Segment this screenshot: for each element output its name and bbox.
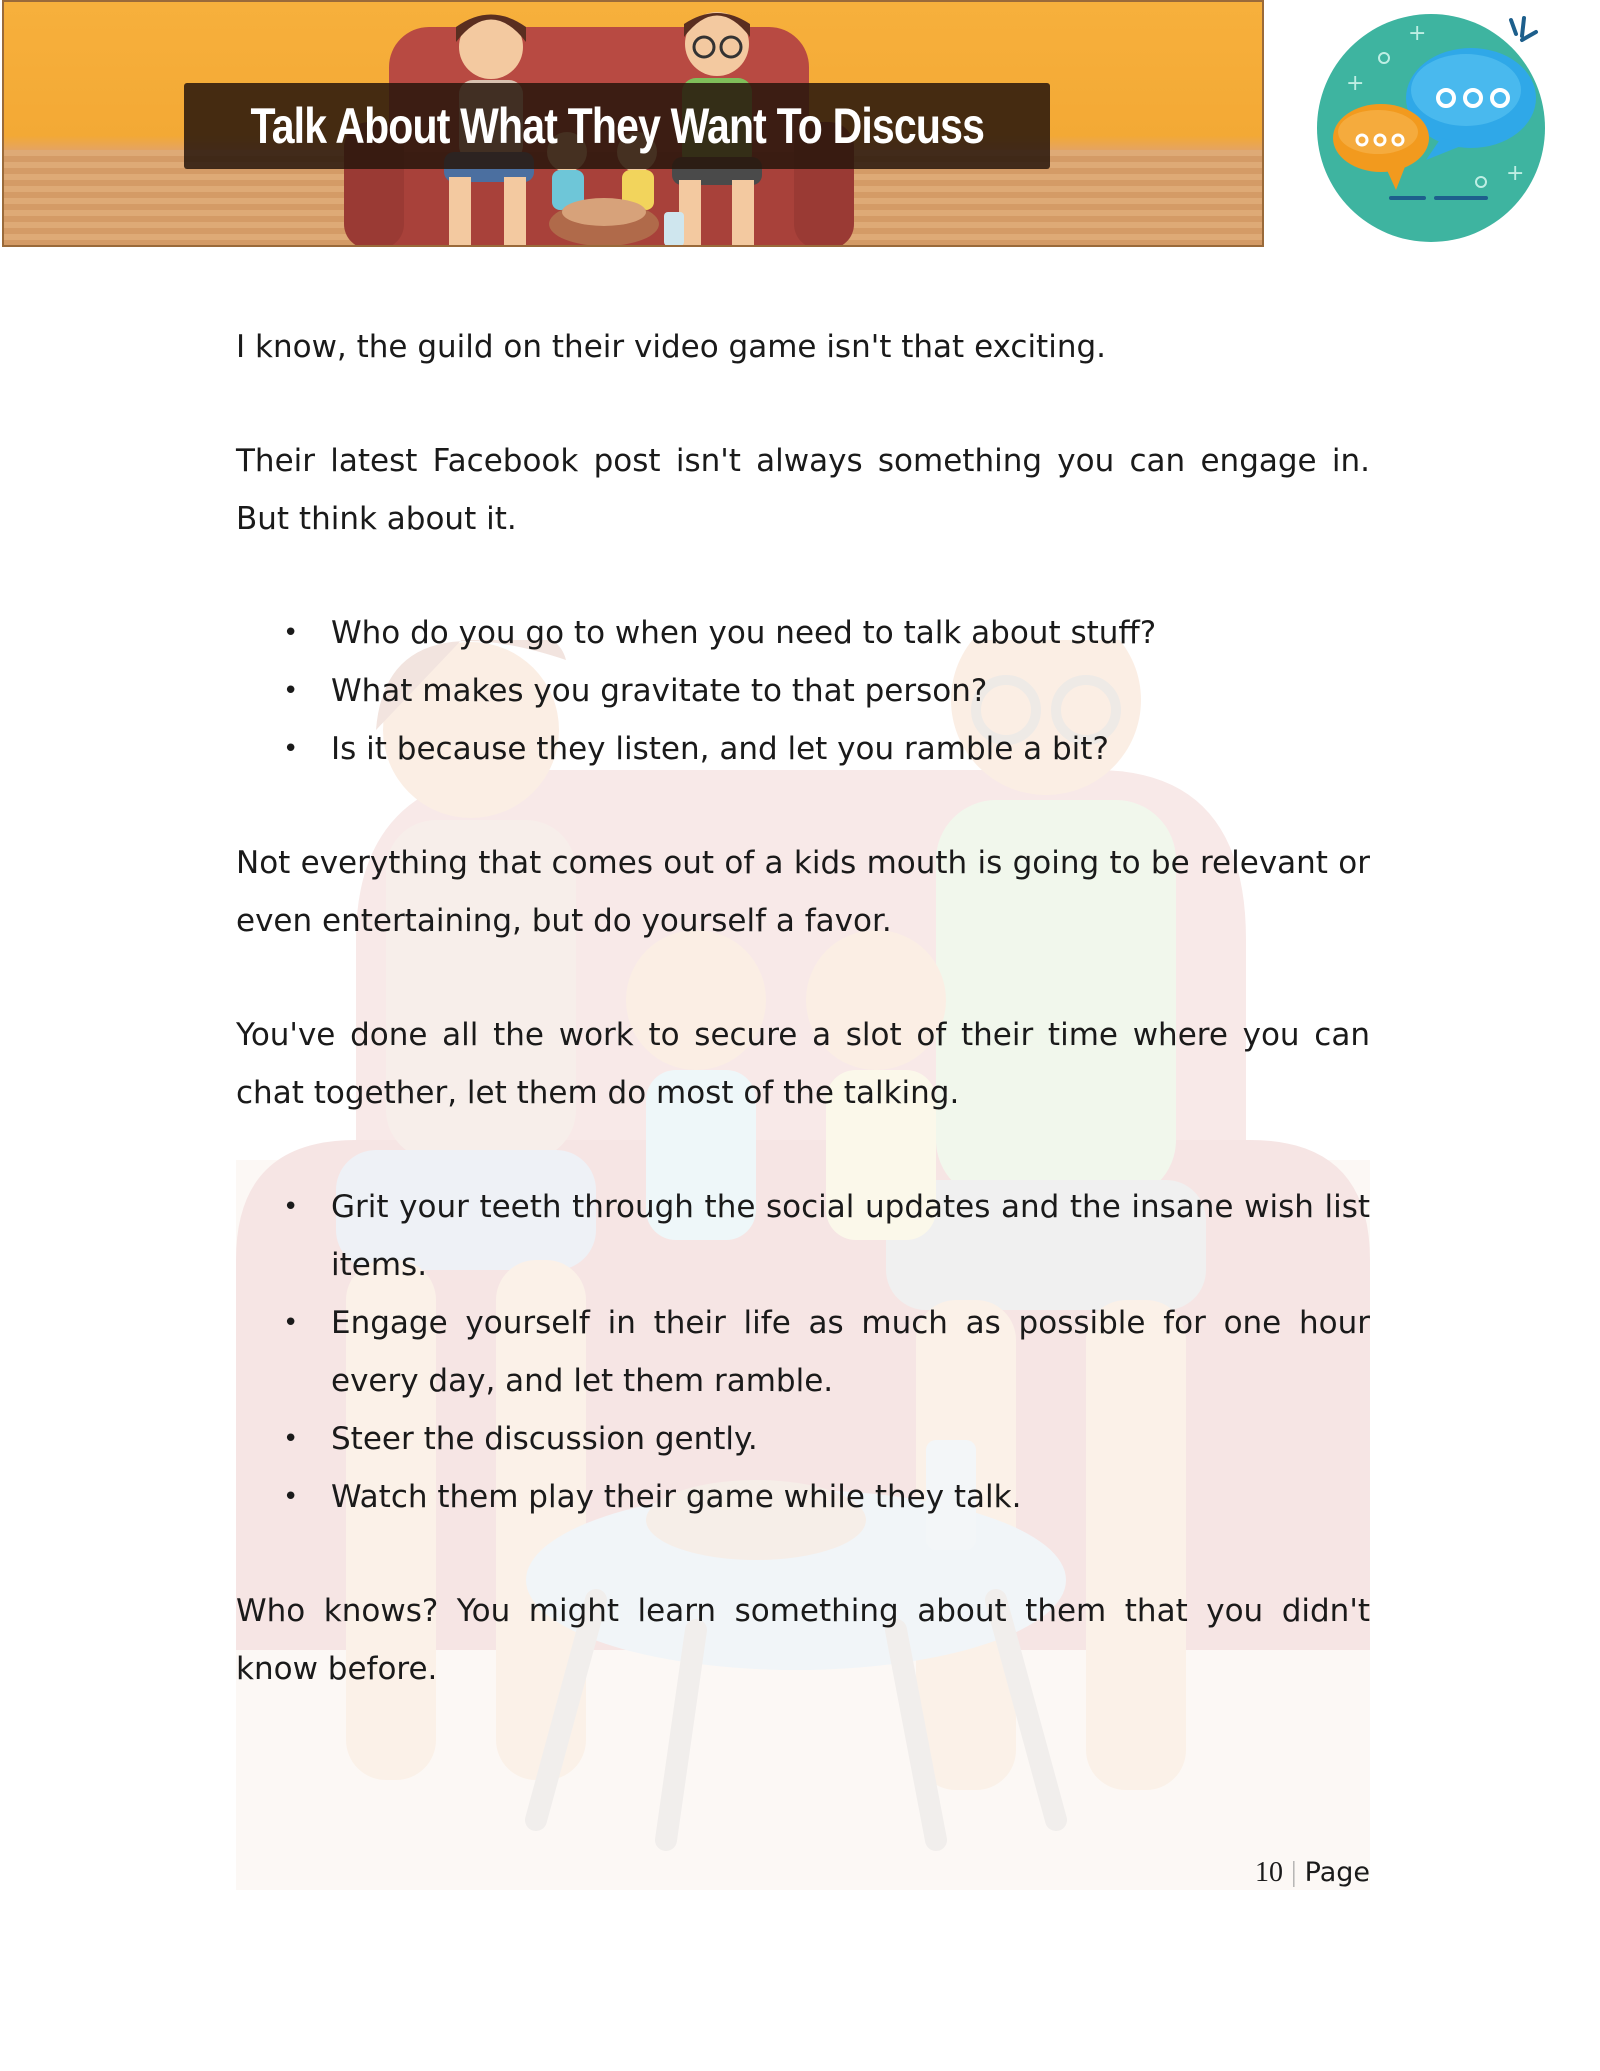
- page-label: Page: [1304, 1857, 1370, 1888]
- paragraph-5: Who knows? You might learn something about them that you didn't know before.: [236, 1593, 1370, 1687]
- page-content: [236, 318, 1370, 1698]
- list-item: • Is it because they listen, and let you ramble a bit?: [283, 731, 1109, 767]
- list-item: • Watch them play their game while they talk.: [283, 1479, 1022, 1515]
- list-item: • Who do you go to when you need to talk about stuff?: [283, 615, 1157, 651]
- list-item: • Engage yourself in their life as much as possible for one hour every day, and let them ramble.: [283, 1305, 1370, 1399]
- banner-title-box: [184, 83, 1050, 169]
- paragraph-1: I know, the guild on their video game isn't that exciting.: [236, 329, 1106, 365]
- paragraph-4: You've done all the work to secure a slot of their time where you can chat together, let them do most of the talking.: [236, 1017, 1370, 1111]
- bullet-list-1: [236, 604, 1370, 778]
- svg-text:+: +: [1408, 21, 1427, 46]
- bullet-list-2: [236, 1178, 1370, 1526]
- paragraph-3: Not everything that comes out of a kids mouth is going to be relevant or even entertaining, but do yourself a favor.: [236, 845, 1370, 939]
- page-separator: |: [1291, 1857, 1297, 1888]
- list-item: • Steer the discussion gently.: [283, 1421, 758, 1457]
- banner-title: Talk About What They Want To Discuss: [250, 98, 984, 154]
- list-item: • What makes you gravitate to that person?: [283, 673, 988, 709]
- list-item: • Grit your teeth through the social updates and the insane wish list items.: [283, 1189, 1370, 1283]
- header-banner: [2, 0, 1264, 247]
- page-number: 10: [1255, 1857, 1284, 1888]
- paragraph-2: Their latest Facebook post isn't always something you can engage in. But think about it.: [236, 443, 1370, 537]
- page-footer: [1100, 1854, 1370, 1891]
- svg-text:+: +: [1346, 71, 1365, 96]
- chat-bubbles-icon: [1316, 10, 1556, 242]
- svg-text:+: +: [1506, 161, 1525, 186]
